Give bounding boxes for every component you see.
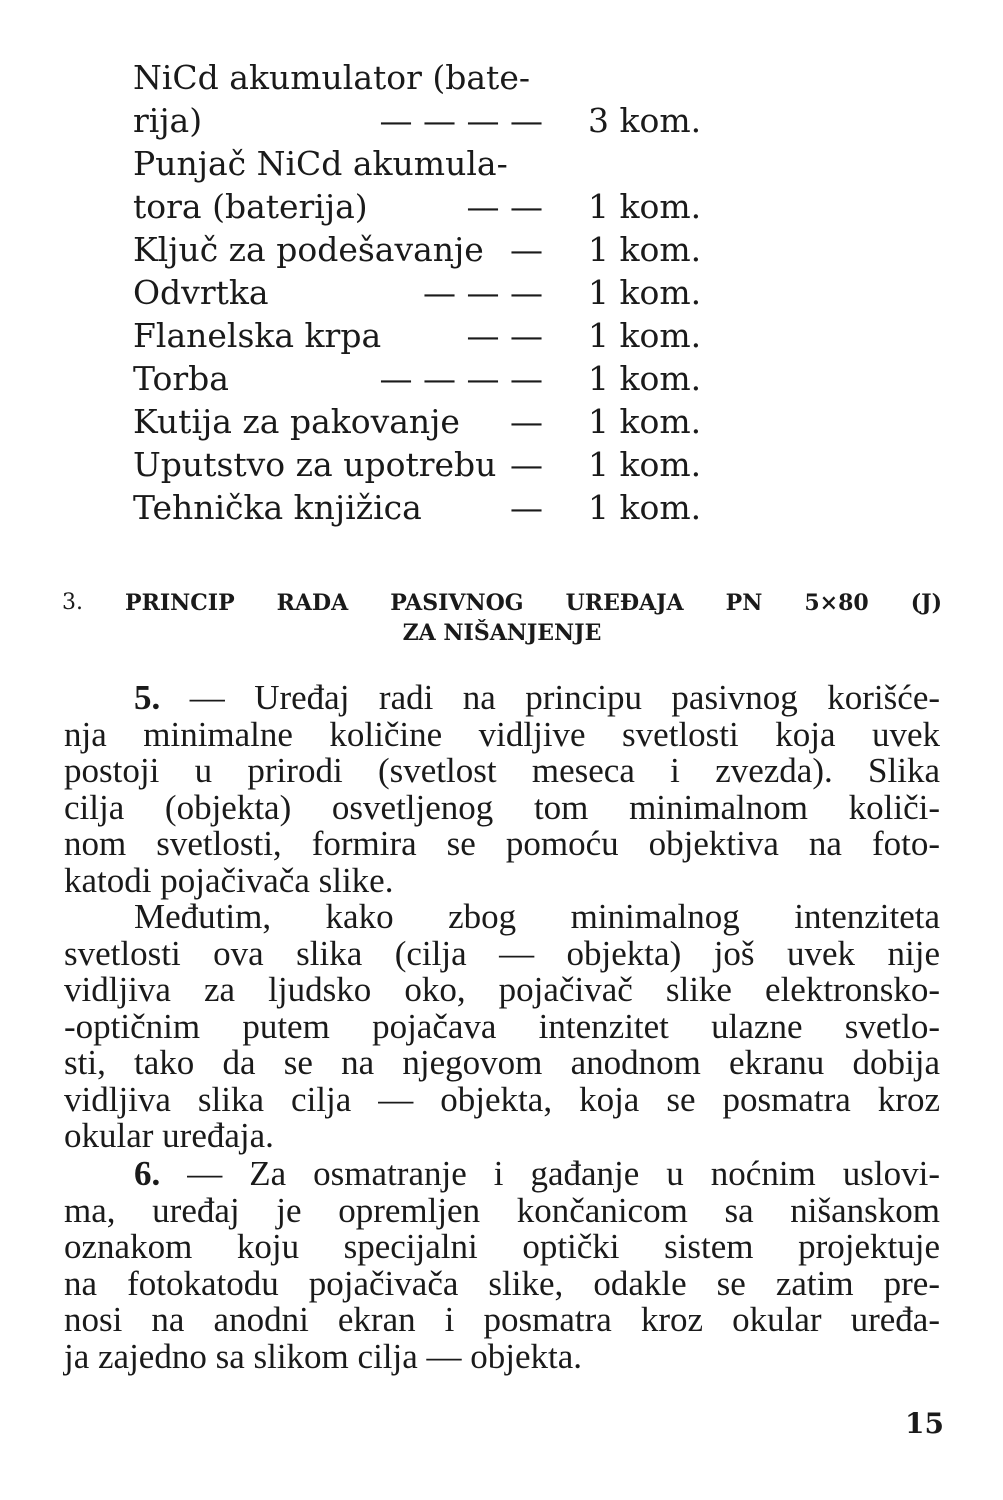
heading-word: (J)	[910, 590, 942, 616]
item-name: Flanelska krpa	[133, 316, 382, 355]
text-line: cilja (objekta) osvetljenog tom minimalnom količi-	[64, 787, 940, 827]
text-line	[64, 680, 940, 717]
item-name: Kutija za pakovanje	[133, 402, 460, 441]
leader-dashes: — — — —	[379, 359, 543, 398]
leader-dashes: — — — —	[379, 101, 543, 140]
heading-word: PN	[725, 590, 763, 616]
text-line: sti, tako da se na njegovom anodnom ekranu dobija	[64, 1043, 940, 1082]
item-name: Torba	[133, 359, 229, 398]
section-number: 3.	[62, 590, 83, 615]
text-line: nja minimalne količine vidljive svetlosti koja uvek	[64, 714, 940, 754]
paragraph-5-continuation	[64, 899, 940, 1155]
item-name: Punjač NiCd akumula-	[133, 144, 508, 183]
item-name: Odvrtka	[133, 273, 269, 312]
heading-word: PASIVNOG	[390, 590, 524, 616]
text-line	[64, 1156, 940, 1193]
text-line: -optičnim putem pojačava intenzitet ulazne svetlo-	[64, 1006, 940, 1046]
item-quantity: 1 kom.	[588, 359, 702, 398]
heading-word: PRINCIP	[125, 590, 235, 616]
leader-dashes: —	[510, 230, 543, 269]
item-quantity: 1 kom.	[588, 402, 702, 441]
leader-dashes: —	[510, 402, 543, 441]
text-line: oznakom koju specijalni optički sistem projektuje	[64, 1227, 940, 1266]
list-item	[133, 142, 713, 185]
item-name: Ključ za podešavanje	[133, 230, 484, 269]
text-line: ma, uređaj je opremljen končanicom sa nišanskom	[64, 1190, 940, 1230]
item-name: Tehnička knjižica	[133, 488, 422, 527]
text-line: vidljiva slika cilja — objekta, koja se posmatra kroz	[64, 1079, 940, 1119]
item-name: tora (baterija)	[133, 187, 368, 226]
section-heading	[62, 588, 942, 648]
text-line: ja zajedno sa slikom cilja — objekta.	[64, 1336, 583, 1376]
leader-dashes: — —	[466, 187, 543, 226]
item-quantity: 1 kom.	[588, 230, 702, 269]
text-line: nosi na anodni ekran i posmatra kroz okular uređa-	[64, 1300, 940, 1339]
list-item	[133, 443, 713, 486]
text-line-content: — Za osmatranje i gađanje u noćnim uslovi-	[187, 1154, 941, 1193]
list-item	[133, 486, 713, 529]
equipment-list	[133, 56, 713, 529]
leader-dashes: —	[510, 445, 543, 484]
text-line: okular uređaja.	[64, 1116, 274, 1155]
item-name: rija)	[133, 101, 203, 140]
text-line: postoji u prirodi (svetlost meseca i zvezda). Slika	[64, 751, 940, 790]
text-line: Međutim, kako zbog minimalnog intenziteta	[134, 897, 940, 936]
text-line: nom svetlosti, formira se pomoću objektiva na foto-	[64, 824, 940, 863]
page-number: 15	[905, 1407, 944, 1440]
heading-word: 5×80	[804, 590, 869, 616]
item-quantity: 1 kom.	[588, 445, 702, 484]
text-line: na fotokatodu pojačivača slike, odakle se zatim pre-	[64, 1263, 940, 1303]
heading-word: RADA	[276, 590, 349, 616]
list-item	[133, 314, 713, 357]
list-item	[133, 271, 713, 314]
leader-dashes: — — —	[423, 273, 543, 312]
section-heading-line-1	[62, 588, 942, 618]
leader-dashes: — —	[466, 316, 543, 355]
paragraph-5	[64, 680, 940, 899]
list-item	[133, 56, 713, 99]
list-item	[133, 228, 713, 271]
text-line: svetlosti ova slika (cilja — objekta) još uvek nije	[64, 933, 940, 973]
item-quantity: 1 kom.	[588, 488, 702, 527]
list-item	[133, 185, 713, 228]
list-item	[133, 99, 713, 142]
item-quantity: 1 kom.	[588, 187, 702, 226]
paragraph-6	[64, 1156, 940, 1375]
item-name: Uputstvo za upotrebu	[133, 445, 497, 484]
text-line-content: — Uređaj radi na principu pasivnog korišće-	[189, 678, 941, 717]
paragraph-number: 6.	[134, 1154, 161, 1193]
leader-dashes: —	[510, 488, 543, 527]
heading-word: UREĐAJA	[565, 590, 684, 616]
list-item	[133, 400, 713, 443]
paragraph-number: 5.	[134, 678, 161, 717]
item-quantity: 3 kom.	[588, 101, 702, 140]
item-quantity: 1 kom.	[588, 273, 702, 312]
text-line: katodi pojačivača slike.	[64, 860, 394, 900]
section-heading-line-2: ZA NIŠANJENJE	[402, 620, 602, 646]
text-line: vidljiva za ljudsko oko, pojačivač slike elektronsko-	[64, 970, 940, 1009]
list-item	[133, 357, 713, 400]
item-name: NiCd akumulator (bate-	[133, 58, 530, 97]
item-quantity: 1 kom.	[588, 316, 702, 355]
